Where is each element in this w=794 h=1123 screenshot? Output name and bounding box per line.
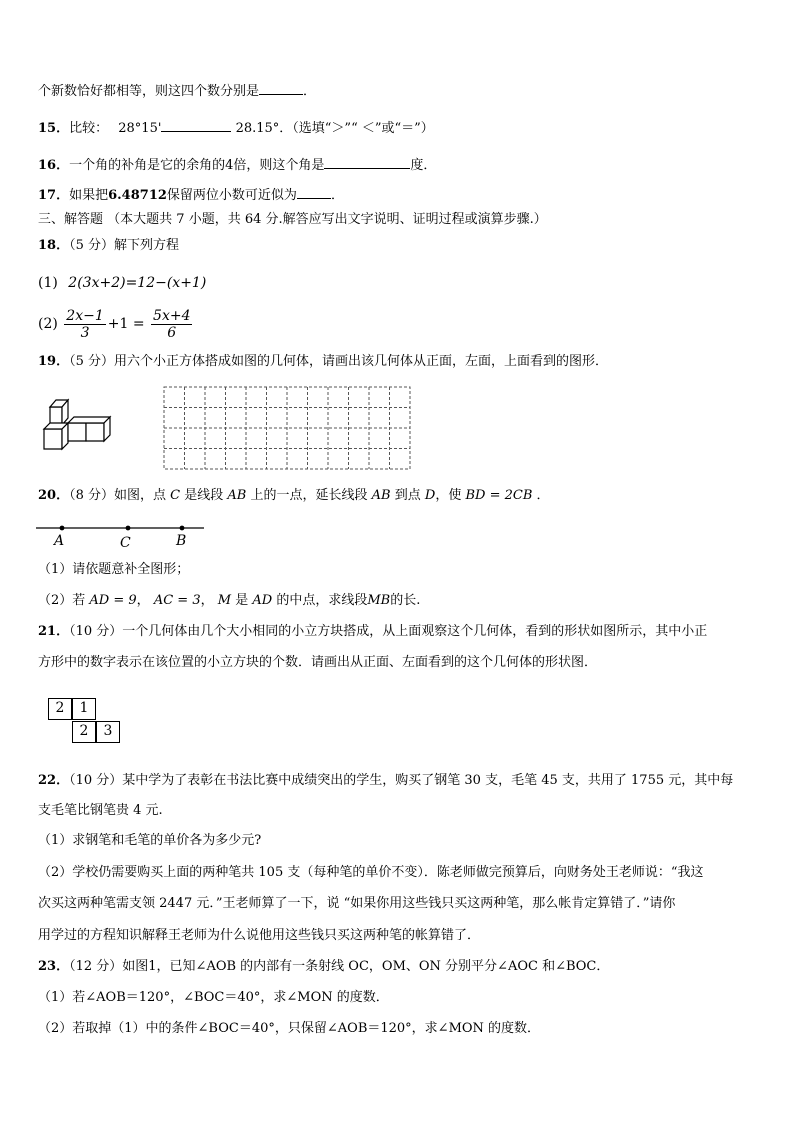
- question-22-sub2-line2: 次买这两种笔需支领 2447 元．”王老师算了一下，说 “如果你用这些钱只买这两种笔，那么帐肯定算错了．”请你: [38, 896, 676, 911]
- grid-cell: 2: [72, 721, 96, 743]
- question-16: 16．一个角的补角是它的余角的4倍，则这个角是 度．: [38, 158, 437, 173]
- grid-cell: 1: [72, 698, 96, 720]
- segment-figure: [36, 519, 208, 553]
- answer-blank: [161, 119, 231, 132]
- question-20-sub2: （2）若 AD = 9， AC = 3， M 是 AD 的中点，求线段MB的长.: [38, 593, 421, 608]
- answer-blank: [324, 156, 410, 169]
- question-15: 15．比较： 28°15' 28.15°．（选填“＞”“ ＜”或“＝”）: [38, 121, 434, 136]
- question-22-sub2-line3: 用学过的方程知识解释王老师为什么说他用这些钱只买这两种笔的帐算错了．: [38, 928, 481, 943]
- point-c-label: C: [120, 535, 131, 551]
- question-22-sub2: （2）学校仍需要购买上面的两种笔共 105 支（每种笔的单价不变）．陈老师做完预算后，向财务处王老师说：“我这: [38, 865, 704, 880]
- top-continuation: 个新数恰好都相等，则这四个数分别是 ．: [38, 84, 317, 99]
- equation-1: (1) 2(3x+2)=12−(x+1): [38, 275, 207, 291]
- question-18: 18．（5 分）解下列方程: [38, 238, 180, 253]
- fraction-right: $\frac{5x+4}{6}$: [153, 307, 191, 341]
- question-23: 23．（12 分）如图1，已知∠AOB 的内部有一条射线 OC，OM、ON 分别平分∠AOC 和∠BOC．: [38, 959, 610, 974]
- point-c-dot: [126, 526, 131, 531]
- question-21-line2: 方形中的数字表示在该位置的小立方块的个数．请画出从正面、左面看到的这个几何体的形状图．: [38, 655, 598, 670]
- section-3-heading: 三、解答题 （本大题共 7 小题，共 64 分.解答应写出文字说明、证明过程或演算步骤.）: [38, 212, 547, 227]
- question-19: 19．（5 分）用六个小正方体搭成如图的几何体，请画出该几何体从正面，左面，上面看到的图形．: [38, 354, 609, 369]
- point-b-label: B: [176, 533, 187, 549]
- question-23-sub1: （1）若∠AOB＝120°，∠BOC＝40°，求∠MON 的度数．: [38, 990, 389, 1005]
- answer-blank: [297, 186, 331, 199]
- point-a-dot: [60, 526, 65, 531]
- question-22-line2: 支毛笔比钢笔贵 4 元.: [38, 803, 163, 818]
- question-21: 21．（10 分）一个几何体由几个大小相同的小立方块搭成，从上面观察这个几何体，看到的形状如图所示，其中小正: [38, 624, 708, 639]
- dashed-grid: [163, 386, 413, 472]
- fraction-left: $\frac{2x-1}{3}$: [66, 307, 104, 341]
- question-20: 20．（8 分）如图，点 C 是线段 AB 上的一点，延长线段 AB 到点 D，使 BD = 2CB ．: [38, 488, 550, 503]
- question-23-sub2: （2）若取掉（1）中的条件∠BOC＝40°，只保留∠AOB＝120°，求∠MON 的度数．: [38, 1021, 541, 1036]
- question-22: 22．（10 分）某中学为了表彰在书法比赛中成绩突出的学生，购买了钢笔 30 支，毛笔 45 支，共用了 1755 元，其中每: [38, 773, 734, 788]
- question-20-sub1: （1）请依题意补全图形；: [38, 562, 190, 577]
- answer-blank: [259, 82, 303, 95]
- question-22-sub1: （1）求钢笔和毛笔的单价各为多少元?: [38, 833, 262, 848]
- cube-figure: [40, 395, 124, 457]
- grid-cell: 2: [48, 698, 72, 720]
- equation-2: (2) $\frac{2x-1}{3}$ +1 = $\frac{5x+4}{6}$: [38, 307, 191, 341]
- point-b-dot: [180, 526, 185, 531]
- point-a-label: A: [54, 533, 65, 549]
- question-17: 17．如果把6.48712保留两位小数可近似为 ．: [38, 188, 344, 203]
- grid-cell: 3: [96, 721, 120, 743]
